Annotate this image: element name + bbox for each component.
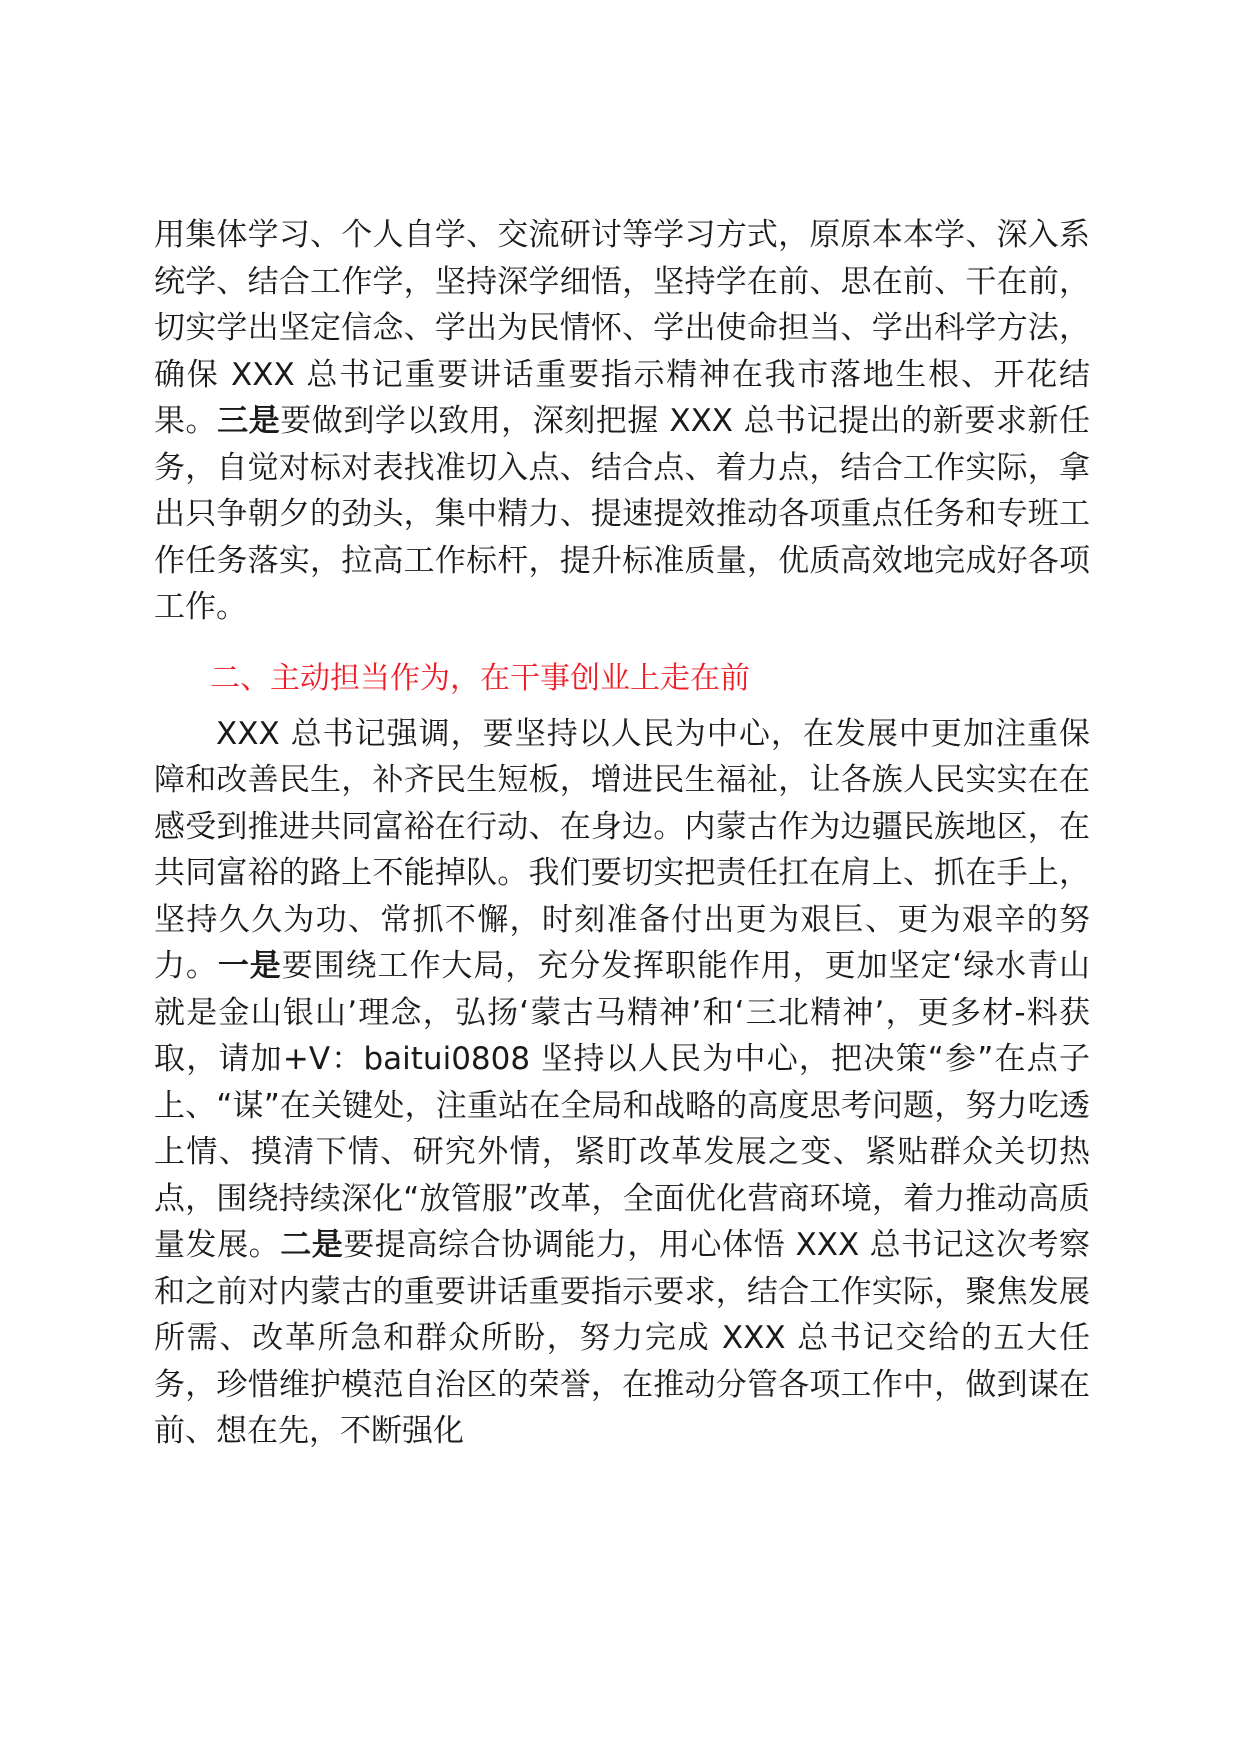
bold-marker-second: 二是: [280, 1227, 344, 1263]
paragraph-text: 要围绕工作大局，充分发挥职能作用，更加坚定‘绿水青山就是金山银山’理念，弘扬‘蒙古马精神’和‘三北精神’，更多材-料获取，请加+V：baitui0808 坚持以人民为中心，把决策“参”在点子上、“谋”在关键处，注重站在全局和战略的高度思考问题，努力吃透上情、摸清下情、研究外情，紧盯改革发展之变、紧贴群众关切热点，围绕持续深化“放管服”改革，全面优化营商环境，着力推动高质量发展。: [154, 948, 1090, 1263]
bold-marker-first: 一是: [217, 948, 282, 984]
paragraph-text: 要做到学以致用，深刻把握 XXX 总书记提出的新要求新任务，自觉对标对表找准切入点、结合点、着力点，结合工作实际，拿出只争朝夕的劲头，集中精力、提速提效推动各项重点任务和专班工作任务落实，拉高工作标杆，提升标准质量，优质高效地完成好各项工作。: [154, 403, 1091, 625]
paragraph-text: 要提高综合协调能力，用心体悟 XXX 总书记这次考察和之前对内蒙古的重要讲话重要指示要求，结合工作实际，聚焦发展所需、改革所急和群众所盼，努力完成 XXX 总书记交给的五大任务，珍惜维护模范自治区的荣誉，在推动分管各项工作中，做到谋在前、想在先，不断强化: [154, 1227, 1091, 1449]
paragraph-text: XXX 总书记强调，要坚持以人民为中心，在发展中更加注重保障和改善民生，补齐民生短板，增进民生福祉，让各族人民实实在在感受到推进共同富裕在行动、在身边。内蒙古作为边疆民族地区，在共同富裕的路上不能掉队。我们要切实把责任扛在肩上、抓在手上，坚持久久为功、常抓不懈，时刻准备付出更为艰巨、更为艰辛的努力。: [154, 715, 1090, 984]
section-heading-2: 二、主动担当作为，在干事创业上走在前: [210, 660, 750, 696]
document-body: [154, 212, 1090, 1455]
paragraph-text: 用集体学习、个人自学、交流研讨等学习方式，原原本本学、深入系统学、结合工作学，坚持深学细悟，坚持学在前、思在前、干在前，切实学出坚定信念、学出为民情怀、学出使命担当、学出科学方法，确保 XXX 总书记重要讲话重要指示精神在我市落地生根、开花结果。: [154, 217, 1090, 439]
paragraph-responsibility: [154, 711, 1090, 1455]
bold-marker-third: 三是: [217, 403, 281, 439]
paragraph-study-methods: [154, 212, 1090, 631]
